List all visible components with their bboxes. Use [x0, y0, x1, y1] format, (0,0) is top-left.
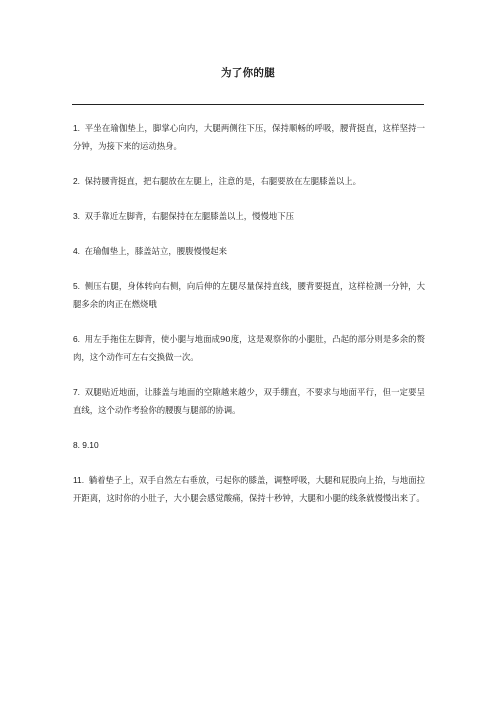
paragraph-text: 平坐在瑜伽垫上，脚掌心向内，大腿两侧往下压，保持顺畅的呼吸，腰背挺直，这样坚持一分钟，为接下来的运动热身。	[73, 123, 425, 151]
paragraph-2	[73, 172, 425, 190]
document-body	[73, 119, 425, 524]
paragraph-text: 用左手拖住左脚背，使小腿与地面成90度，这是观察你的小腿肚，凸起的部分则是多余的赘肉，这个动作可左右交换做一次。	[73, 334, 425, 362]
paragraph-5	[73, 277, 425, 313]
paragraph-text: 双腿贴近地面，让膝盖与地面的空隙越来越少，双手绷直，不要求与地面平行，但一定要呈直线，这个动作考验你的腰腹与腿部的协调。	[73, 387, 425, 415]
paragraph-number: 6.	[73, 334, 80, 344]
paragraph-11	[73, 471, 425, 507]
paragraph-number: 1.	[73, 123, 80, 133]
paragraph-4	[73, 242, 425, 260]
document-title: 为了你的腿	[221, 67, 275, 79]
paragraph-8	[73, 436, 425, 454]
paragraph-1	[73, 119, 425, 155]
paragraph-6	[73, 330, 425, 366]
paragraph-text: 在瑜伽垫上，膝盖站立，腰腹慢慢起来	[84, 246, 228, 256]
paragraph-text: 双手靠近左脚背，右腿保持在左腿膝盖以上，慢慢地下压	[84, 211, 295, 221]
paragraph-text: 保持腰背挺直，把右腿放在左腿上，注意的是，右腿要放在左腿膝盖以上。	[84, 176, 362, 186]
paragraph-number: 2.	[73, 176, 80, 186]
paragraph-number: 8. 9.10	[73, 440, 99, 450]
paragraph-number: 3.	[73, 211, 80, 221]
paragraph-number: 11.	[73, 475, 85, 485]
paragraph-3	[73, 207, 425, 225]
paragraph-text: 躺着垫子上，双手自然左右垂放，弓起你的膝盖，调整呼吸，大腿和屁股向上抬，与地面拉开距离，这时你的小肚子，大小腿会感觉酸痛，保持十秒钟，大腿和小腿的线条就慢慢出来了。	[73, 475, 425, 503]
paragraph-7	[73, 383, 425, 419]
paragraph-text: 侧压右腿，身体转向右侧，向后伸的左腿尽量保持直线，腰背要挺直，这样检测一分钟，大腿多余的肉正在燃烧哦	[73, 281, 425, 309]
title-divider	[72, 104, 424, 105]
paragraph-number: 5.	[73, 281, 80, 291]
paragraph-number: 4.	[73, 246, 80, 256]
paragraph-number: 7.	[73, 387, 80, 397]
